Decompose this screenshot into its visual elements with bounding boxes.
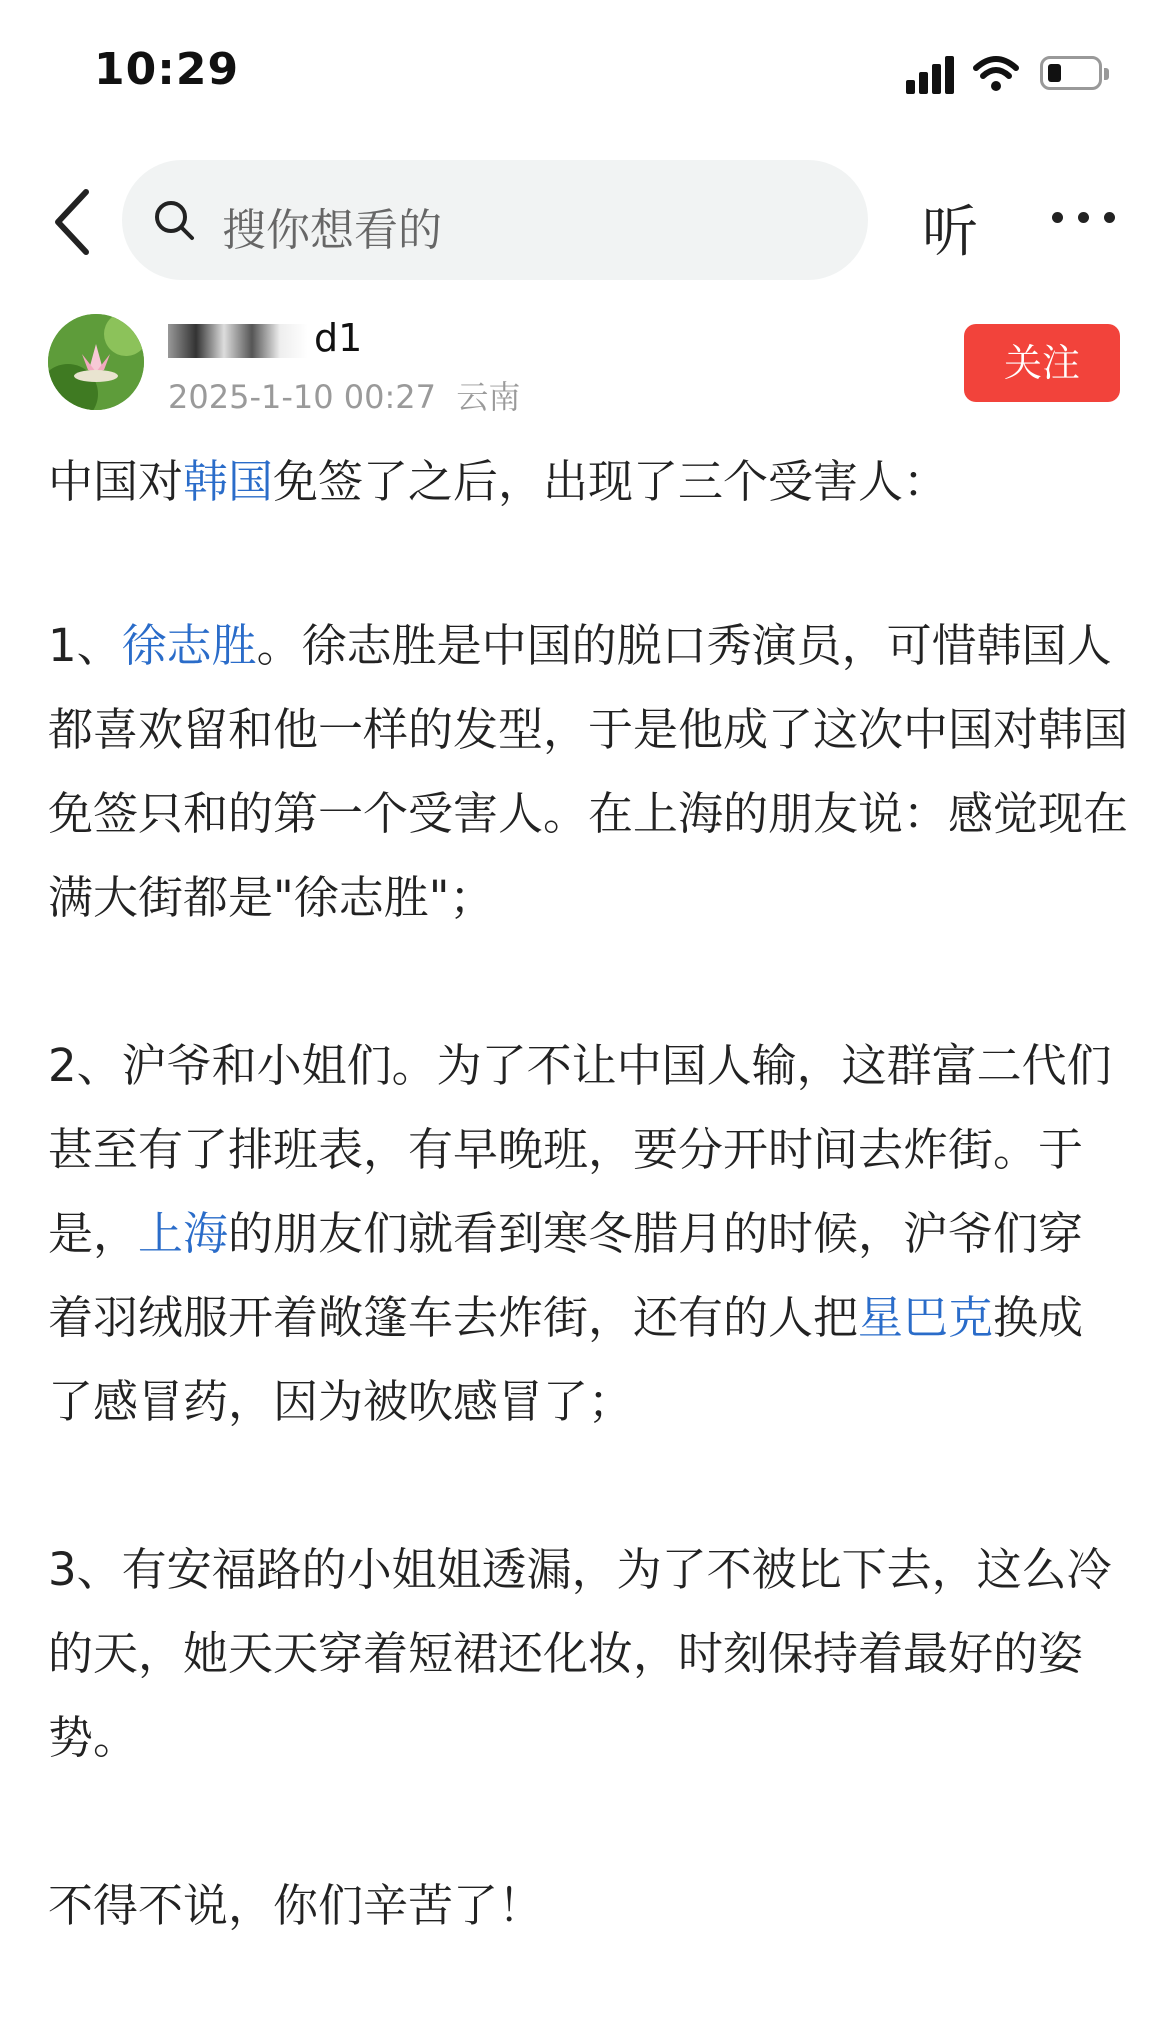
author-name[interactable] xyxy=(168,316,362,360)
more-options-icon[interactable] xyxy=(1052,212,1116,226)
text-segment: 1、 xyxy=(48,619,122,672)
search-icon xyxy=(152,198,196,242)
link-starbucks[interactable]: 星巴克 xyxy=(858,1291,994,1344)
follow-button[interactable]: 关注 xyxy=(964,324,1120,402)
link-shanghai[interactable]: 上海 xyxy=(138,1207,229,1260)
status-time: 10:29 xyxy=(94,44,240,95)
author-header xyxy=(0,310,1170,420)
post-paragraph-1 xyxy=(48,604,1128,940)
text-segment: 。徐志胜是中国的脱口秀演员，可惜韩国人都喜欢留和他一样的发型，于是他成了这次中国对韩国免签只和的第一个受害人。在上海的朋友说：感觉现在满大街都是"徐志胜"； xyxy=(48,619,1129,924)
signal-icon xyxy=(906,56,958,94)
post-body xyxy=(48,440,1128,2032)
status-bar xyxy=(0,0,1170,140)
battery-icon xyxy=(1040,56,1102,90)
text-segment: 的朋友们就看到寒冬腊月的时候，沪爷们穿着羽绒服开着敞篷车去炸街，还有的人把 xyxy=(48,1207,1084,1344)
post-location: 云南 xyxy=(456,378,521,416)
post-intro xyxy=(48,440,1128,524)
link-korea[interactable]: 韩国 xyxy=(183,455,274,508)
post-date: 2025-1-10 00:27 xyxy=(168,378,436,416)
back-arrow-icon[interactable] xyxy=(48,186,98,258)
search-placeholder: 搜你想看的 xyxy=(222,205,442,256)
post-meta xyxy=(168,372,520,418)
search-input[interactable] xyxy=(122,160,868,280)
text-segment: 换成了感冒药，因为被吹感冒了； xyxy=(48,1291,1084,1428)
top-nav-bar xyxy=(0,150,1170,290)
text-segment: 中国对 xyxy=(48,455,184,508)
text-segment: 2、沪爷和小姐们。为了不让中国人输，这群富二代们甚至有了排班表，有早晚班，要分开时间去炸街。于是， xyxy=(48,1039,1112,1260)
link-xu-zhisheng[interactable]: 徐志胜 xyxy=(121,619,257,672)
post-closing: 不得不说，你们辛苦了！ xyxy=(48,1879,544,1932)
author-name-suffix: d1 xyxy=(314,316,363,360)
post-paragraph-2 xyxy=(48,1024,1128,1444)
text-segment: 免签了之后，出现了三个受害人： xyxy=(273,455,949,508)
avatar[interactable] xyxy=(48,314,144,410)
wifi-icon xyxy=(972,54,1020,94)
post-paragraph-3: 3、有安福路的小姐姐透漏，为了不被比下去，这么冷的天，她天天穿着短裙还化妆，时刻保持着最好的姿势。 xyxy=(48,1543,1112,1764)
listen-button[interactable]: 听 xyxy=(922,200,978,265)
blurred-name xyxy=(168,324,308,358)
